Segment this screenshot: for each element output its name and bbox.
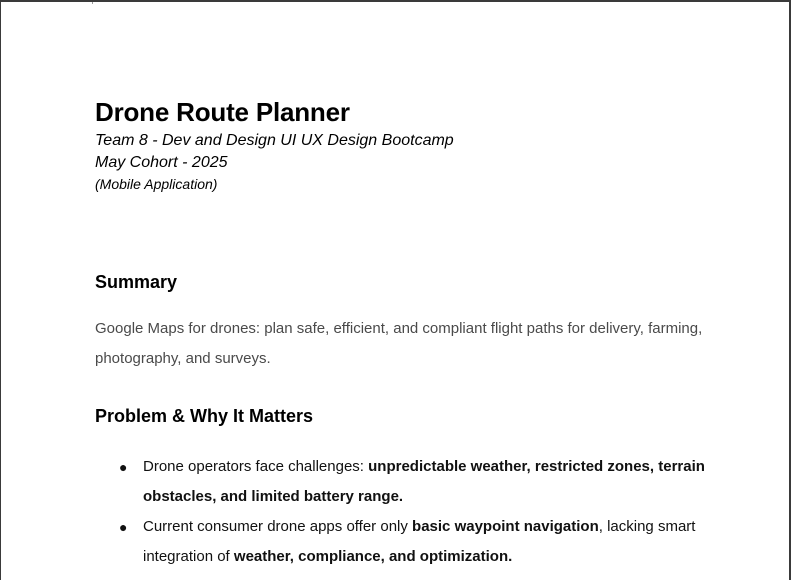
bullet-item — [95, 512, 735, 572]
bullet-text: Drone operators face challenges: — [143, 458, 369, 475]
document-title: Drone Route Planner — [95, 97, 350, 127]
problem-bullet-list — [95, 452, 735, 572]
document-content — [95, 94, 735, 572]
bullet-text: Current consumer drone apps offer only — [143, 518, 413, 535]
bullet-dot-icon: ● — [119, 459, 128, 475]
bullet-bold-text: basic waypoint navigation — [412, 518, 599, 535]
problem-heading: Problem & Why It Matters — [95, 406, 314, 426]
summary-heading: Summary — [95, 272, 178, 292]
page-corner-mark — [92, 2, 99, 4]
platform-subtitle: (Mobile Application) — [95, 176, 218, 192]
bullet-bold-text: unpredictable weather, restricted zones, terrain obstacles, and limited battery range. — [143, 458, 705, 505]
bullet-bold-text: weather, compliance, and optimization. — [233, 548, 513, 565]
bullet-text: , lacking smart integration of — [143, 518, 696, 565]
team-subtitle: Team 8 - Dev and Design UI UX Design Bootcamp — [95, 132, 454, 149]
bullet-item — [95, 452, 735, 512]
summary-text: Google Maps for drones: plan safe, efficient, and compliant flight paths for delivery, farming, photography, and surveys. — [95, 320, 703, 367]
bullet-dot-icon: ● — [119, 519, 128, 535]
cohort-subtitle: May Cohort - 2025 — [95, 154, 228, 171]
